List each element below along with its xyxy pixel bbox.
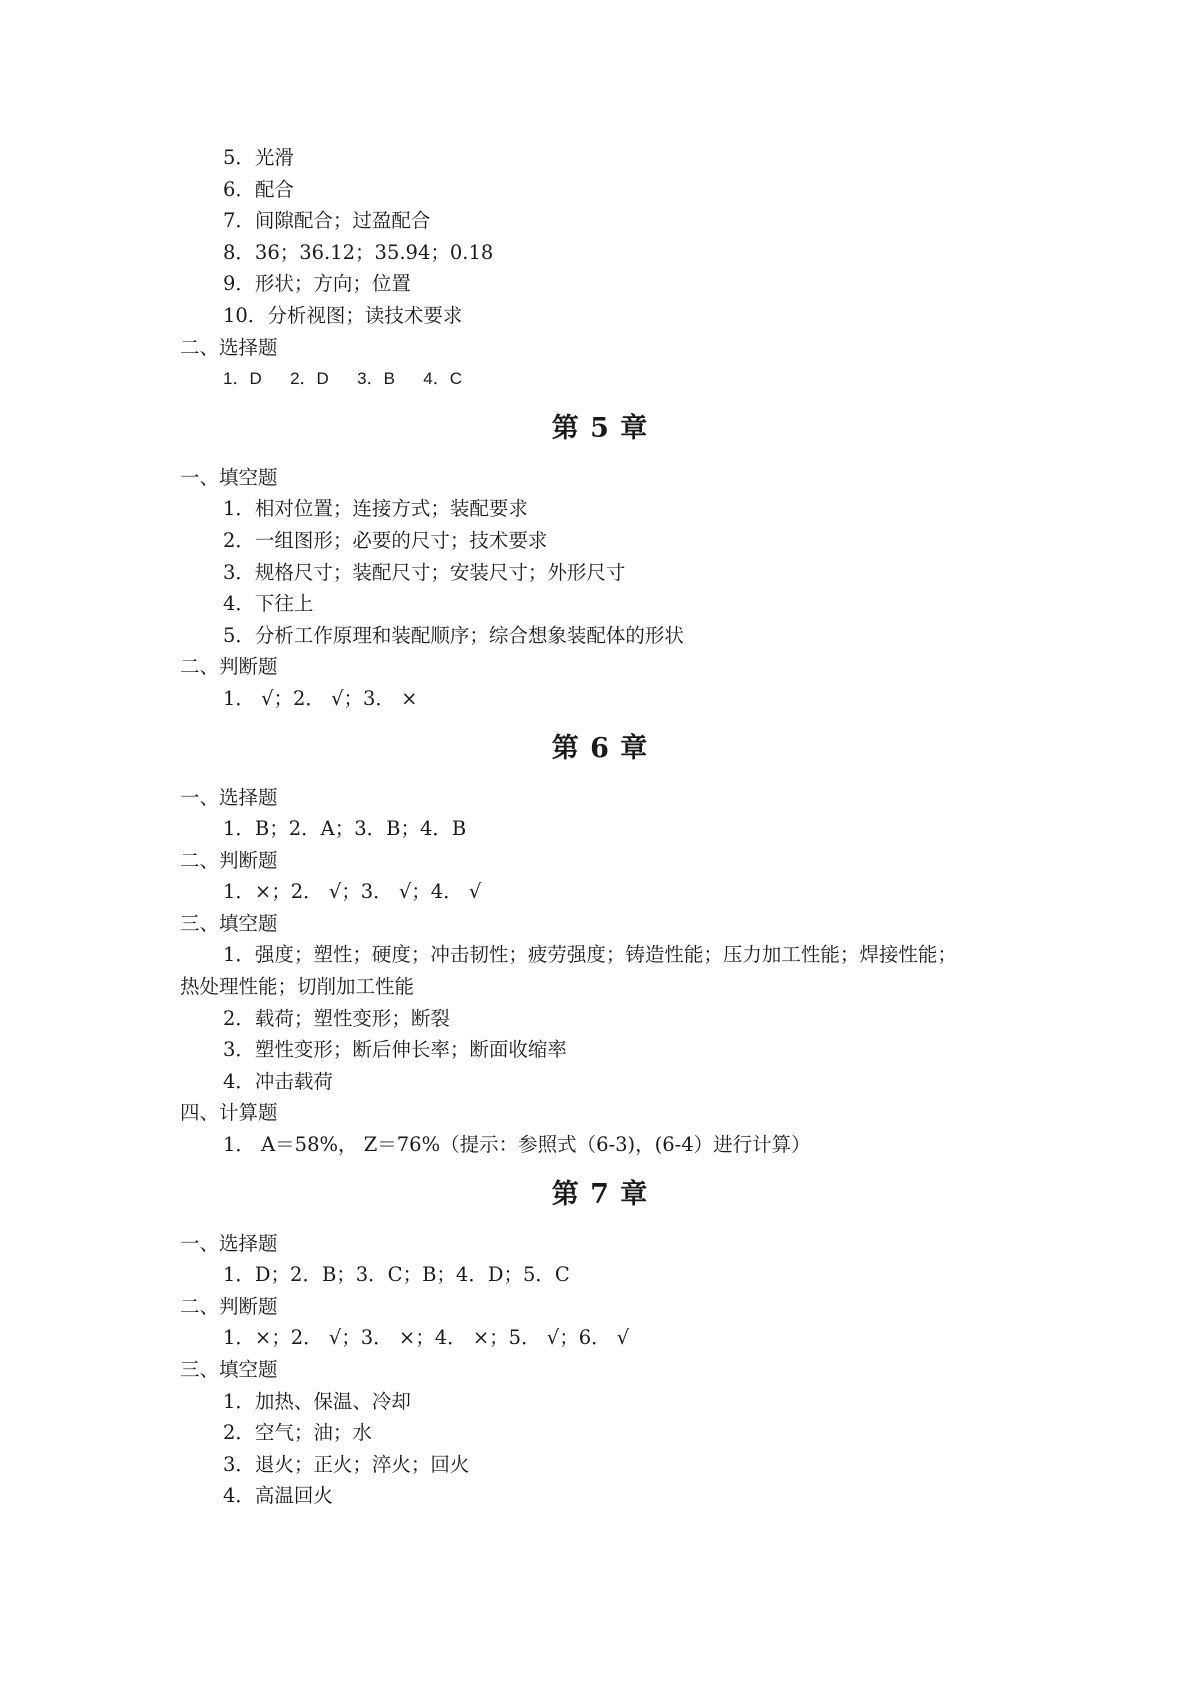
section-heading: 三、填空题 (180, 911, 278, 935)
answer-line: 6．配合 (223, 177, 294, 201)
document-page (180, 142, 1020, 1512)
answer-line: 9．形状；方向；位置 (223, 272, 411, 296)
answer-line-continuation: 热处理性能；切削加工性能 (180, 975, 415, 999)
answer-line: 7．间隙配合；过盈配合 (223, 209, 431, 233)
answer-line: 1．相对位置；连接方式；装配要求 (223, 497, 528, 521)
answer-line: 2．载荷；塑性变形；断裂 (223, 1006, 450, 1030)
chapter-title: 第 6 章 (551, 732, 649, 764)
answer-line: 1．B；2．A；3．B；4．B (223, 817, 467, 841)
answer-line: 1．×；2． √；3． ×；4． ×；5． √；6． √ (223, 1326, 630, 1350)
answer-line: 5．光滑 (223, 146, 294, 169)
answer-line: 1．加热、保温、冷却 (223, 1389, 411, 1413)
answer-line: 1．D；2．B；3．C；B；4．D；5．C (223, 1263, 570, 1287)
answer-line: 8．36；36.12；35.94；0.18 (223, 240, 494, 264)
section-heading: 二、判断题 (180, 1294, 278, 1318)
answer-line: 1．×；2． √；3． √；4． √ (223, 880, 482, 904)
answer-line: 1． √；2． √；3． × (223, 686, 418, 710)
answer-line: 5．分析工作原理和装配顺序；综合想象装配体的形状 (223, 623, 684, 647)
section-heading: 二、判断题 (180, 848, 278, 872)
answer-line: 3．规格尺寸；装配尺寸；安装尺寸；外形尺寸 (223, 560, 626, 584)
section-heading: 二、选择题 (180, 335, 278, 359)
answer-line: 4．下往上 (223, 592, 314, 616)
section-heading: 一、填空题 (180, 465, 278, 489)
section-heading: 一、选择题 (180, 1231, 278, 1255)
section-heading: 二、判断题 (180, 655, 278, 679)
answer-line: 4．高温回火 (223, 1484, 333, 1508)
section-heading: 一、选择题 (180, 785, 278, 809)
section-heading: 三、填空题 (180, 1358, 278, 1381)
answer-line: 2．一组图形；必要的尺寸；技术要求 (223, 528, 548, 552)
answer-line: 3．塑性变形；断后伸长率；断面收缩率 (223, 1038, 567, 1062)
answer-line: 3．退火；正火；淬火；回火 (223, 1452, 470, 1476)
answer-line: 2．空气；油；水 (223, 1421, 372, 1445)
answer-line: 1．D 2．D 3．B 4．C (223, 369, 463, 389)
answer-line: 1．强度；塑性；硬度；冲击韧性；疲劳强度；铸造性能；压力加工性能；焊接性能； (223, 943, 957, 967)
chapter-title: 第 7 章 (551, 1178, 649, 1210)
answer-line: 10．分析视图；读技术要求 (223, 303, 463, 327)
answer-line: 4．冲击载荷 (223, 1069, 333, 1093)
chapter-title: 第 5 章 (551, 412, 649, 444)
answer-line: 1． A＝58%， Z＝76%（提示：参照式（6-3)，(6-4）进行计算） (223, 1133, 811, 1157)
section-heading: 四、计算题 (180, 1101, 278, 1125)
